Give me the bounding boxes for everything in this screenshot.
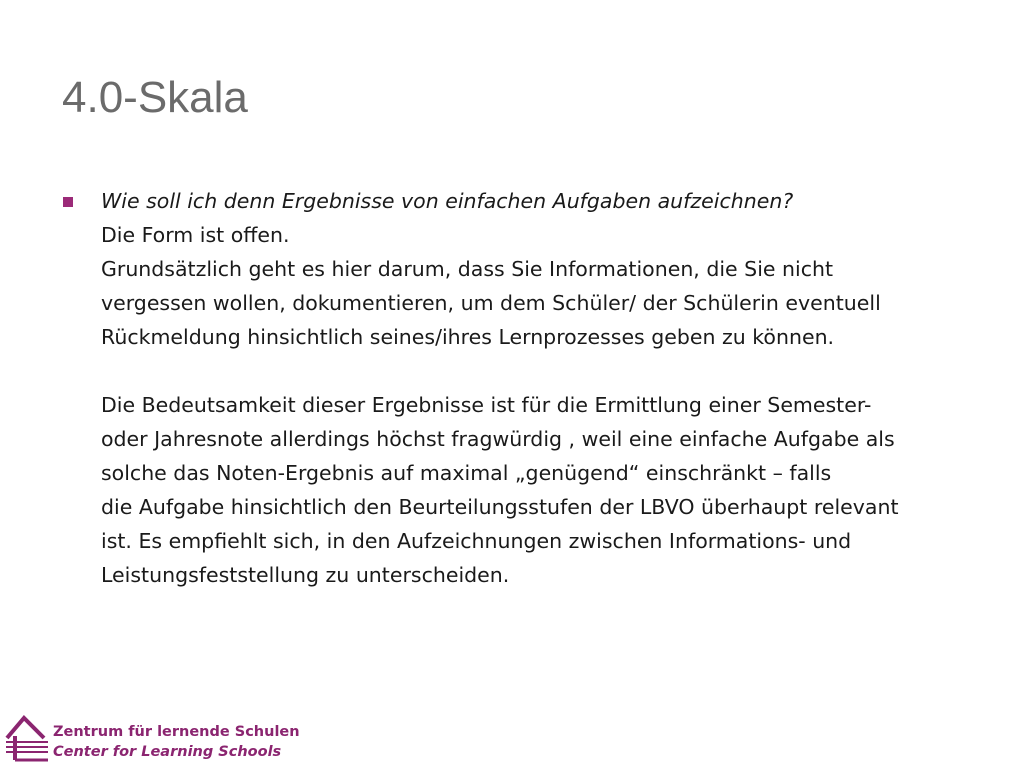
paragraph-spacer — [101, 354, 1006, 388]
footer-logo — [4, 712, 300, 764]
bullet-square-icon — [63, 197, 73, 207]
body-line: solche das Noten-Ergebnis auf maximal „genügend“ einschränkt – falls — [101, 461, 832, 485]
body-line: die Aufgabe hinsichtlich den Beurteilungsstufen der LBVO überhaupt relevant — [101, 495, 899, 519]
body-line: vergessen wollen, dokumentieren, um dem Schüler/ der Schülerin eventuell — [101, 291, 881, 315]
body-line: oder Jahresnote allerdings höchst fragwürdig , weil eine einfache Aufgabe als — [101, 427, 895, 451]
body-line: Leistungsfeststellung zu unterscheiden. — [101, 563, 510, 587]
body-line: ist. Es empfiehlt sich, in den Aufzeichnungen zwischen Informations- und — [101, 529, 852, 553]
house-logo-icon — [4, 712, 50, 764]
body-line: Die Form ist offen. — [101, 223, 290, 247]
body-line: Die Bedeutsamkeit dieser Ergebnisse ist für die Ermittlung einer Semester- — [101, 393, 872, 417]
body-line: Rückmeldung hinsichtlich seines/ihres Lernprozesses geben zu können. — [101, 325, 835, 349]
bullet-question: Wie soll ich denn Ergebnisse von einfachen Aufgaben aufzeichnen? — [101, 189, 794, 213]
slide-body — [101, 184, 1006, 592]
slide-title: 4.0-Skala — [62, 73, 248, 122]
logo-text-line2: Center for Learning Schools — [53, 744, 282, 760]
body-line: Grundsätzlich geht es hier darum, dass Sie Informationen, die Sie nicht — [101, 257, 834, 281]
logo-text-line1: Zentrum für lernende Schulen — [53, 724, 300, 740]
